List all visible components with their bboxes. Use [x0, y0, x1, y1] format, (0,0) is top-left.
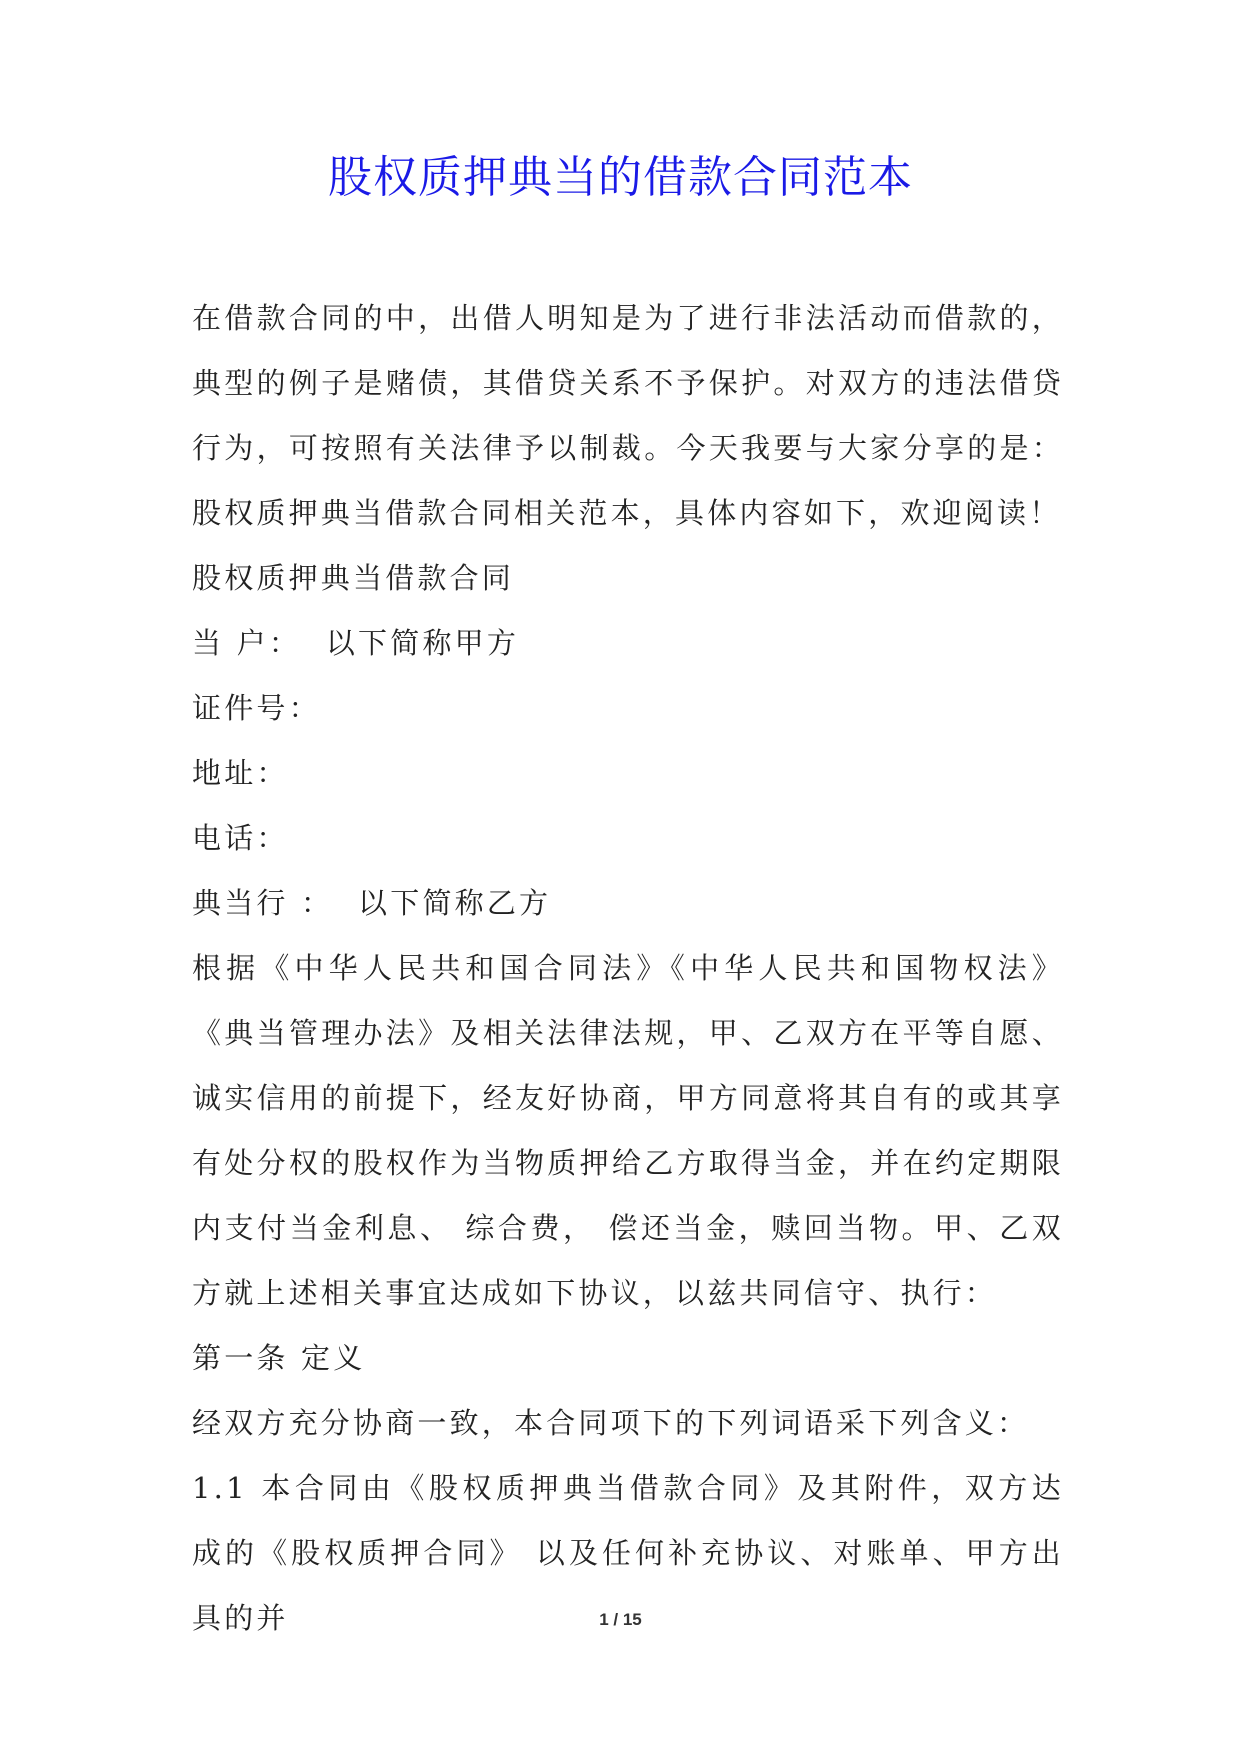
- address-line: 地址：: [192, 756, 289, 790]
- clause-1-1: 1.1 本合同由《股权质押典当借款合同》及其附件，双方达成的《股权质押合同》 以及任何补充协议、对账单、甲方出具的并: [192, 1471, 1064, 1635]
- contract-name: 股权质押典当借款合同: [192, 561, 515, 595]
- document-body: [192, 286, 1064, 1651]
- intro-paragraph: 在借款合同的中，出借人明知是为了进行非法活动而借款的，典型的例子是赌债，其借贷关系不予保护。对双方的违法借贷行为，可按照有关法律予以制裁。今天我要与大家分享的是：股权质押典当借款合同相关范本，具体内容如下，欢迎阅读！: [192, 301, 1064, 530]
- party-a-line: 当 户： 以下简称甲方: [192, 626, 520, 660]
- definitions-intro: 经双方充分协商一致，本合同项下的下列词语采下列含义：: [192, 1406, 1030, 1440]
- party-b-line: 典当行 ： 以下简称乙方: [192, 886, 552, 920]
- id-number-line: 证件号：: [192, 691, 321, 725]
- document-title: 股权质押典当的借款合同范本: [328, 152, 913, 203]
- basis-paragraph: 根据《中华人民共和国合同法》《中华人民共和国物权法》《典当管理办法》及相关法律法规，甲、乙双方在平等自愿、诚实信用的前提下，经友好协商，甲方同意将其自有的或其享有处分权的股权作为当物质押给乙方取得当金，并在约定期限内支付当金利息、 综合费， 偿还当金，赎回当物。甲、乙双方就上述相关事宜达成如下协议，以兹共同信守、执行：: [192, 951, 1064, 1310]
- page-number: 1 / 15: [599, 1610, 642, 1629]
- phone-line: 电话：: [192, 821, 289, 855]
- article-one-heading: 第一条 定义: [192, 1341, 366, 1375]
